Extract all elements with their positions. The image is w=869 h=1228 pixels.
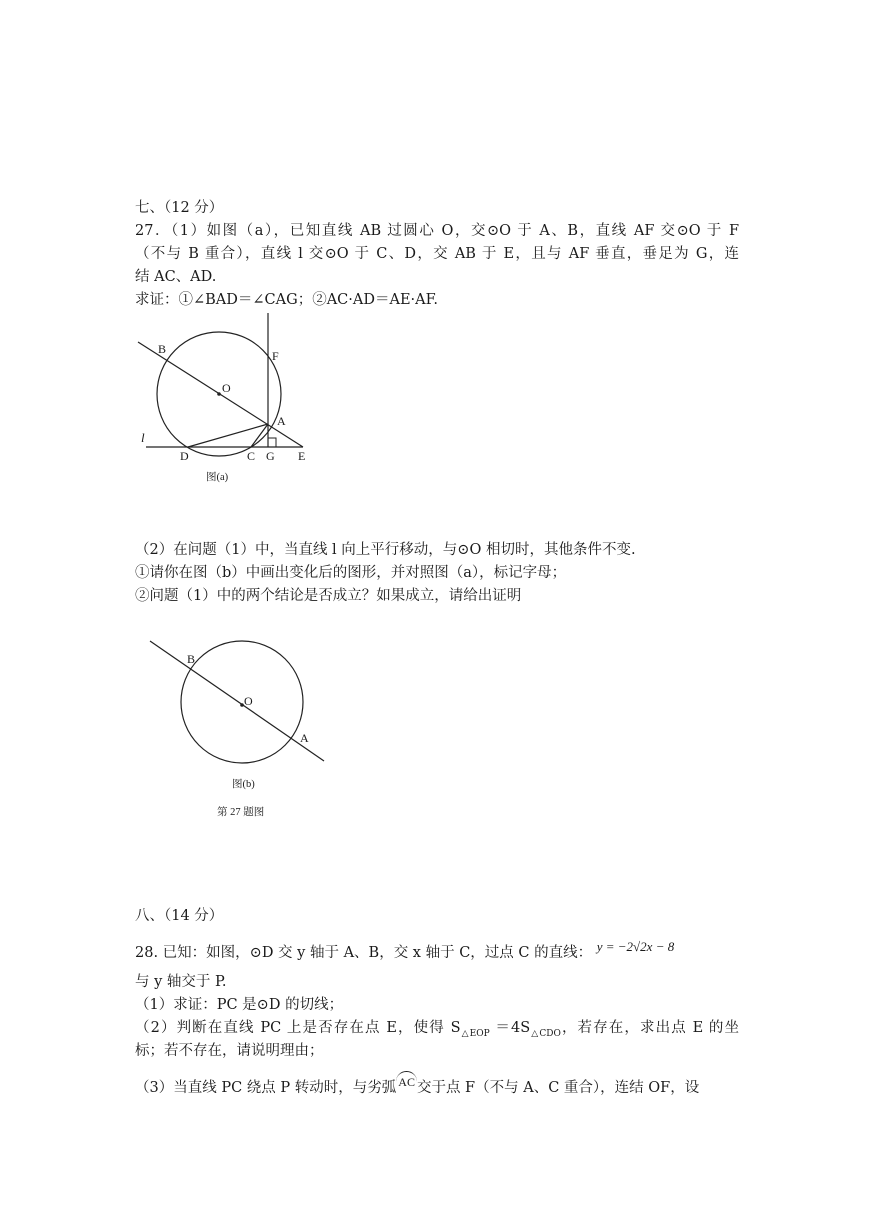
label-b: B [158, 342, 167, 356]
line-equation: y = −2√2x − 8 [596, 939, 675, 954]
right-angle-mark [268, 438, 276, 447]
q28-part-3-text-b: 交于点 F（不与 A、C 重合），连结 OF，设 [416, 1080, 700, 1096]
label-e: E [298, 449, 306, 463]
q28-part-2-line-1 [135, 1018, 739, 1044]
label-b-b: B [187, 652, 196, 666]
figure-a [130, 310, 330, 485]
part2-line-3: ②问题（1）中的两个结论是否成立？如果成立，请给出证明 [135, 588, 522, 604]
label-d: D [180, 449, 189, 463]
label-l: l [141, 430, 145, 445]
q27-text-line-2: （不与 B 重合），直线 l 交⊙O 于 C、D，交 AB 于 E，且与 AF 垂直，垂足为 G，连 [135, 246, 739, 262]
q28-text-line-1 [135, 939, 675, 963]
q28-part-2-sub-2: △CDO [530, 1028, 561, 1039]
label-o-b: O [244, 694, 253, 708]
q28-part-2-text-c: ，若存在，求出点 E 的坐 [560, 1020, 739, 1036]
circle-o-b [181, 641, 303, 763]
q27-text-line-3: 结 AC、AD. [135, 269, 217, 285]
q28-text-line-2: 与 y 轴交于 P. [135, 974, 227, 990]
label-g: G [266, 449, 275, 463]
label-f: F [272, 349, 279, 363]
figure-27-title: 第 27 题图 [217, 807, 265, 818]
arc-ac: AC [396, 1071, 417, 1092]
q28-part-3-text-a: （3）当直线 PC 绕点 P 转动时，与劣弧 [135, 1080, 397, 1096]
q28-part-3 [135, 1077, 699, 1098]
part2-line-2: ①请你在图（b）中画出变化后的图形，并对照图（a），标记字母； [135, 565, 567, 581]
q28-part-2-text-a: （2）判断在直线 PC 上是否存在点 E，使得 S [135, 1020, 461, 1036]
q28-part-2-text-b: ＝4S [489, 1020, 531, 1036]
q28-part-2-line-2: 标；若不存在，请说明理由； [135, 1043, 324, 1059]
section-8-heading: 八、（14 分） [135, 908, 224, 924]
label-a: A [277, 414, 286, 428]
label-o: O [222, 381, 231, 395]
q28-text-prefix: 28. 已知：如图，⊙D 交 y 轴于 A、B，交 x 轴于 C，过点 C 的直线： [135, 945, 593, 961]
label-c: C [247, 449, 256, 463]
q28-part-1: （1）求证：PC 是⊙D 的切线； [135, 997, 344, 1013]
caption-fig-a: 图(a) [206, 472, 229, 483]
center-dot [217, 392, 221, 396]
section-7-heading: 七、（12 分） [135, 200, 224, 216]
caption-fig-b: 图(b) [232, 779, 255, 790]
part2-line-1: （2）在问题（1）中，当直线 l 向上平行移动，与⊙O 相切时，其他条件不变. [135, 542, 636, 558]
q27-text-line-1: 27．（1）如图（a），已知直线 AB 过圆心 O，交⊙O 于 A、B，直线 AF 交⊙O 于 F [135, 223, 739, 239]
label-a-b: A [300, 731, 309, 745]
q28-part-2-sub-1: △EOP [460, 1028, 490, 1039]
line-ab-b [150, 641, 324, 761]
q27-prove-statement: 求证：①∠BAD＝∠CAG；②AC·AD＝AE·AF. [135, 292, 439, 308]
figure-b [145, 635, 335, 825]
